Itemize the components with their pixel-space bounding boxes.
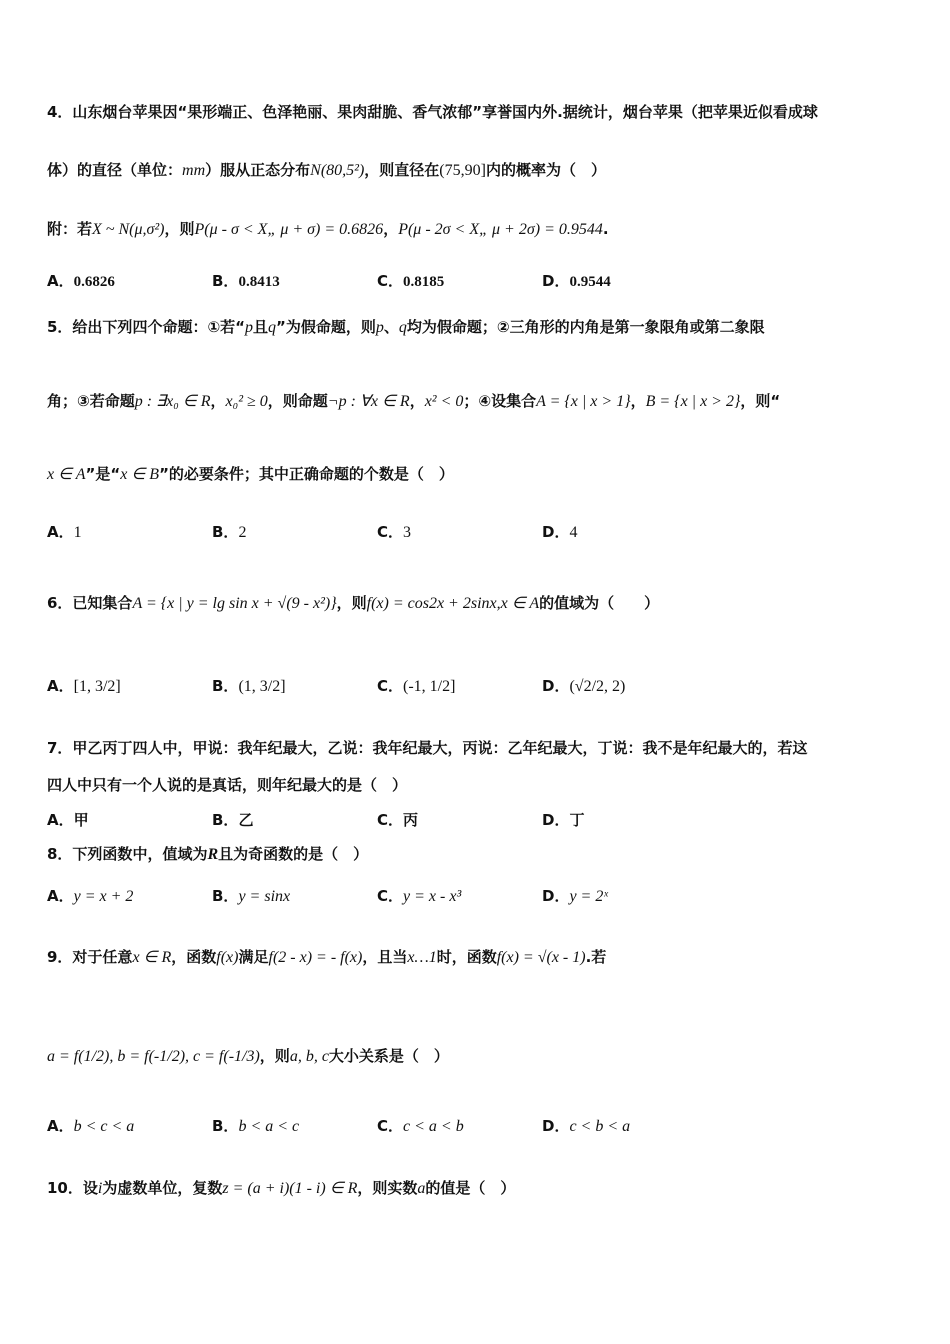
q4-distribution: N(80,5²): [310, 162, 365, 179]
q9-option-d[interactable]: D．c < b < a: [542, 1117, 631, 1135]
q5-line2: 角；③若命题p : ∃x₀ ∈ R，x₀² ≥ 0，则命题¬p : ∀x ∈ R，x² < 0；④设集合A = {x | x > 1}，B = {x | x > 2}，则“: [47, 392, 781, 410]
q9-option-b[interactable]: B．b < a < c: [212, 1117, 300, 1135]
q7-option-a[interactable]: A．甲: [47, 811, 89, 829]
q9-line2: a = f(1/2), b = f(-1/2), c = f(-1/3)，则a, b, c大小关系是（ ）: [47, 1047, 449, 1065]
q4-line3: 附：若X ~ N(μ,σ²)，则P(μ - σ < X„ μ + σ) = 0.6826，P(μ - 2σ < X„ μ + 2σ) = 0.9544.: [47, 220, 609, 238]
q4-normal: X ~ N(μ,σ²): [92, 221, 165, 238]
q8-option-a[interactable]: A．y = x + 2: [47, 887, 134, 905]
q5-line1: 5．给出下列四个命题：①若“p且q”为假命题，则p、q均为假命题；②三角形的内角是第一象限角或第二象限: [47, 318, 765, 336]
q6-option-a[interactable]: A．[1, 3/2]: [47, 677, 121, 695]
q7-line1: 7．甲乙丙丁四人中，甲说：我年纪最大，乙说：我年纪最大，丙说：乙年纪最大，丁说：我不是年纪最大的，若这: [47, 739, 808, 757]
q6-option-d[interactable]: D．(√2/2, 2): [542, 677, 626, 695]
q6-set: A = {x | y = lg sin x + √(9 - x²)}: [132, 595, 337, 612]
q4-interval: (75,90]: [439, 162, 486, 179]
q4-prob1: P(μ - σ < X„ μ + σ) = 0.6826: [194, 221, 384, 238]
q5-option-a[interactable]: A．1: [47, 523, 82, 541]
q6-line: 6．已知集合A = {x | y = lg sin x + √(9 - x²)}，则f(x) = cos2x + 2sinx,x ∈ A的值域为（ ）: [47, 594, 660, 612]
q4-unit: mm: [182, 162, 206, 179]
q5-option-b[interactable]: B．2: [212, 523, 247, 541]
q9-option-c[interactable]: C．c < a < b: [377, 1117, 464, 1135]
q5-line3: x ∈ A”是“x ∈ B”的必要条件；其中正确命题的个数是（ ）: [47, 465, 454, 483]
q5-option-c[interactable]: C．3: [377, 523, 412, 541]
q9-line1: 9．对于任意x ∈ R，函数f(x)满足f(2 - x) = - f(x)，且当x…1时，函数f(x) = √(x - 1).若: [47, 948, 607, 966]
q9-option-a[interactable]: A．b < c < a: [47, 1117, 135, 1135]
q6-function: f(x) = cos2x + 2sinx,: [366, 595, 501, 612]
q4-prob2: P(μ - 2σ < X„ μ + 2σ) = 0.9544: [398, 221, 603, 238]
q10-expression: z = (a + i)(1 - i) ∈ R: [222, 1180, 358, 1197]
q8-line: 8．下列函数中，值域为R且为奇函数的是（ ）: [47, 845, 369, 863]
q5-option-d[interactable]: D．4: [542, 523, 578, 541]
q4-option-d[interactable]: D．0.9544: [542, 272, 611, 290]
q6-option-c[interactable]: C．(-1, 1/2]: [377, 677, 456, 695]
q8-option-b[interactable]: B．y = sinx: [212, 887, 291, 905]
q4-line2: 体）的直径（单位：mm）服从正态分布N(80,5²)，则直径在(75,90]内的概率为（ ）: [47, 161, 606, 179]
q7-option-c[interactable]: C．丙: [377, 811, 419, 829]
q9-abc-definition: a = f(1/2), b = f(-1/2), c = f(-1/3): [47, 1048, 260, 1065]
q4-option-a[interactable]: A．0.6826: [47, 272, 115, 290]
q4-option-c[interactable]: C．0.8185: [377, 272, 445, 290]
q8-option-c[interactable]: C．y = x - x³: [377, 887, 462, 905]
q4-option-b[interactable]: B．0.8413: [212, 272, 280, 290]
q7-line2: 四人中只有一个人说的是真话，则年纪最大的是（ ）: [47, 776, 408, 794]
q6-option-b[interactable]: B．(1, 3/2]: [212, 677, 286, 695]
q10-line: 10．设i为虚数单位，复数z = (a + i)(1 - i) ∈ R，则实数a的值是（ ）: [47, 1179, 516, 1197]
q7-option-b[interactable]: B．乙: [212, 811, 254, 829]
q7-option-d[interactable]: D．丁: [542, 811, 585, 829]
q4-line1: 4．山东烟台苹果因“果形端正、色泽艳丽、果肉甜脆、香气浓郁”享誉国内外.据统计，烟台苹果（把苹果近似看成球: [47, 103, 818, 121]
q8-option-d[interactable]: D．y = 2ˣ: [542, 887, 608, 905]
